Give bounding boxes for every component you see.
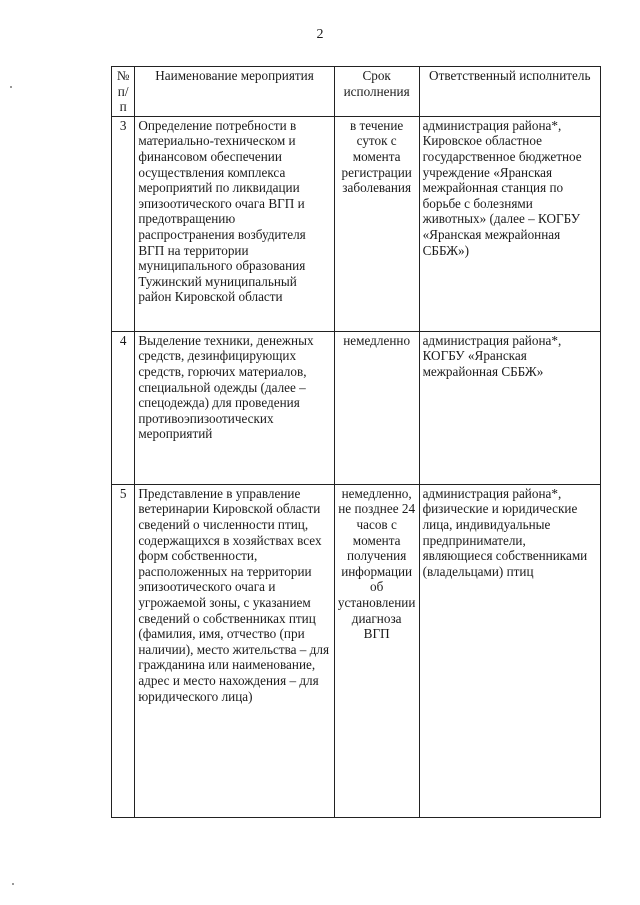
- row-name: Выделение техники, денежных средств, дезинфицирующих средств, горючих материалов, специальной одежды (далее – спецодежда) для проведения противоэпизоотических мероприятий: [135, 331, 334, 484]
- table-row: [112, 116, 601, 331]
- header-num: № п/п: [112, 67, 135, 117]
- page-number: 2: [316, 27, 324, 42]
- row-num: 3: [112, 116, 135, 331]
- scan-speck: [10, 86, 12, 88]
- row-name: Представление в управление ветеринарии Кировской области сведений о численности птиц, содержащихся в хозяйствах всех форм собственности, расположенных на территории эпизоотического очага и угрожаемой зоны, с указанием сведений о собственниках птиц (фамилия, имя, отчество (при наличии), место жительства – для гражданина или наименование, адрес и место нахождения – для юридического лица): [135, 484, 334, 817]
- row-responsible: администрация района*, Кировское областное государственное бюджетное учреждение «Яранская межрайонная станция по борьбе с болезнями животных» (далее – КОГБУ «Яранская межрайонная СББЖ»): [419, 116, 600, 331]
- table-header-row: [112, 67, 601, 117]
- row-term: немедленно: [334, 331, 419, 484]
- row-responsible: администрация района*, физические и юридические лица, индивидуальные предприниматели, являющиеся собственниками (владельцами) птиц: [419, 484, 600, 817]
- header-name: Наименование мероприятия: [135, 67, 334, 117]
- scan-speck: [12, 883, 14, 885]
- header-responsible: Ответственный исполнитель: [419, 67, 600, 117]
- table-row: [112, 484, 601, 817]
- row-term: в течение суток с момента регистрации заболевания: [334, 116, 419, 331]
- row-num: 4: [112, 331, 135, 484]
- row-term: немедленно, не позднее 24 часов с момента получения информации об установлении диагноза ВГП: [334, 484, 419, 817]
- row-name: Определение потребности в материально-техническом и финансовом обеспечении осуществления комплекса мероприятий по ликвидации эпизоотического очага ВГП и предотвращению распространения возбудителя ВГП на территории муниципального образования Тужинский муниципальный район Кировской области: [135, 116, 334, 331]
- action-plan-table: [111, 66, 601, 818]
- table-row: [112, 331, 601, 484]
- row-responsible: администрация района*, КОГБУ «Яранская межрайонная СББЖ»: [419, 331, 600, 484]
- header-term: Срок исполнения: [334, 67, 419, 117]
- row-num: 5: [112, 484, 135, 817]
